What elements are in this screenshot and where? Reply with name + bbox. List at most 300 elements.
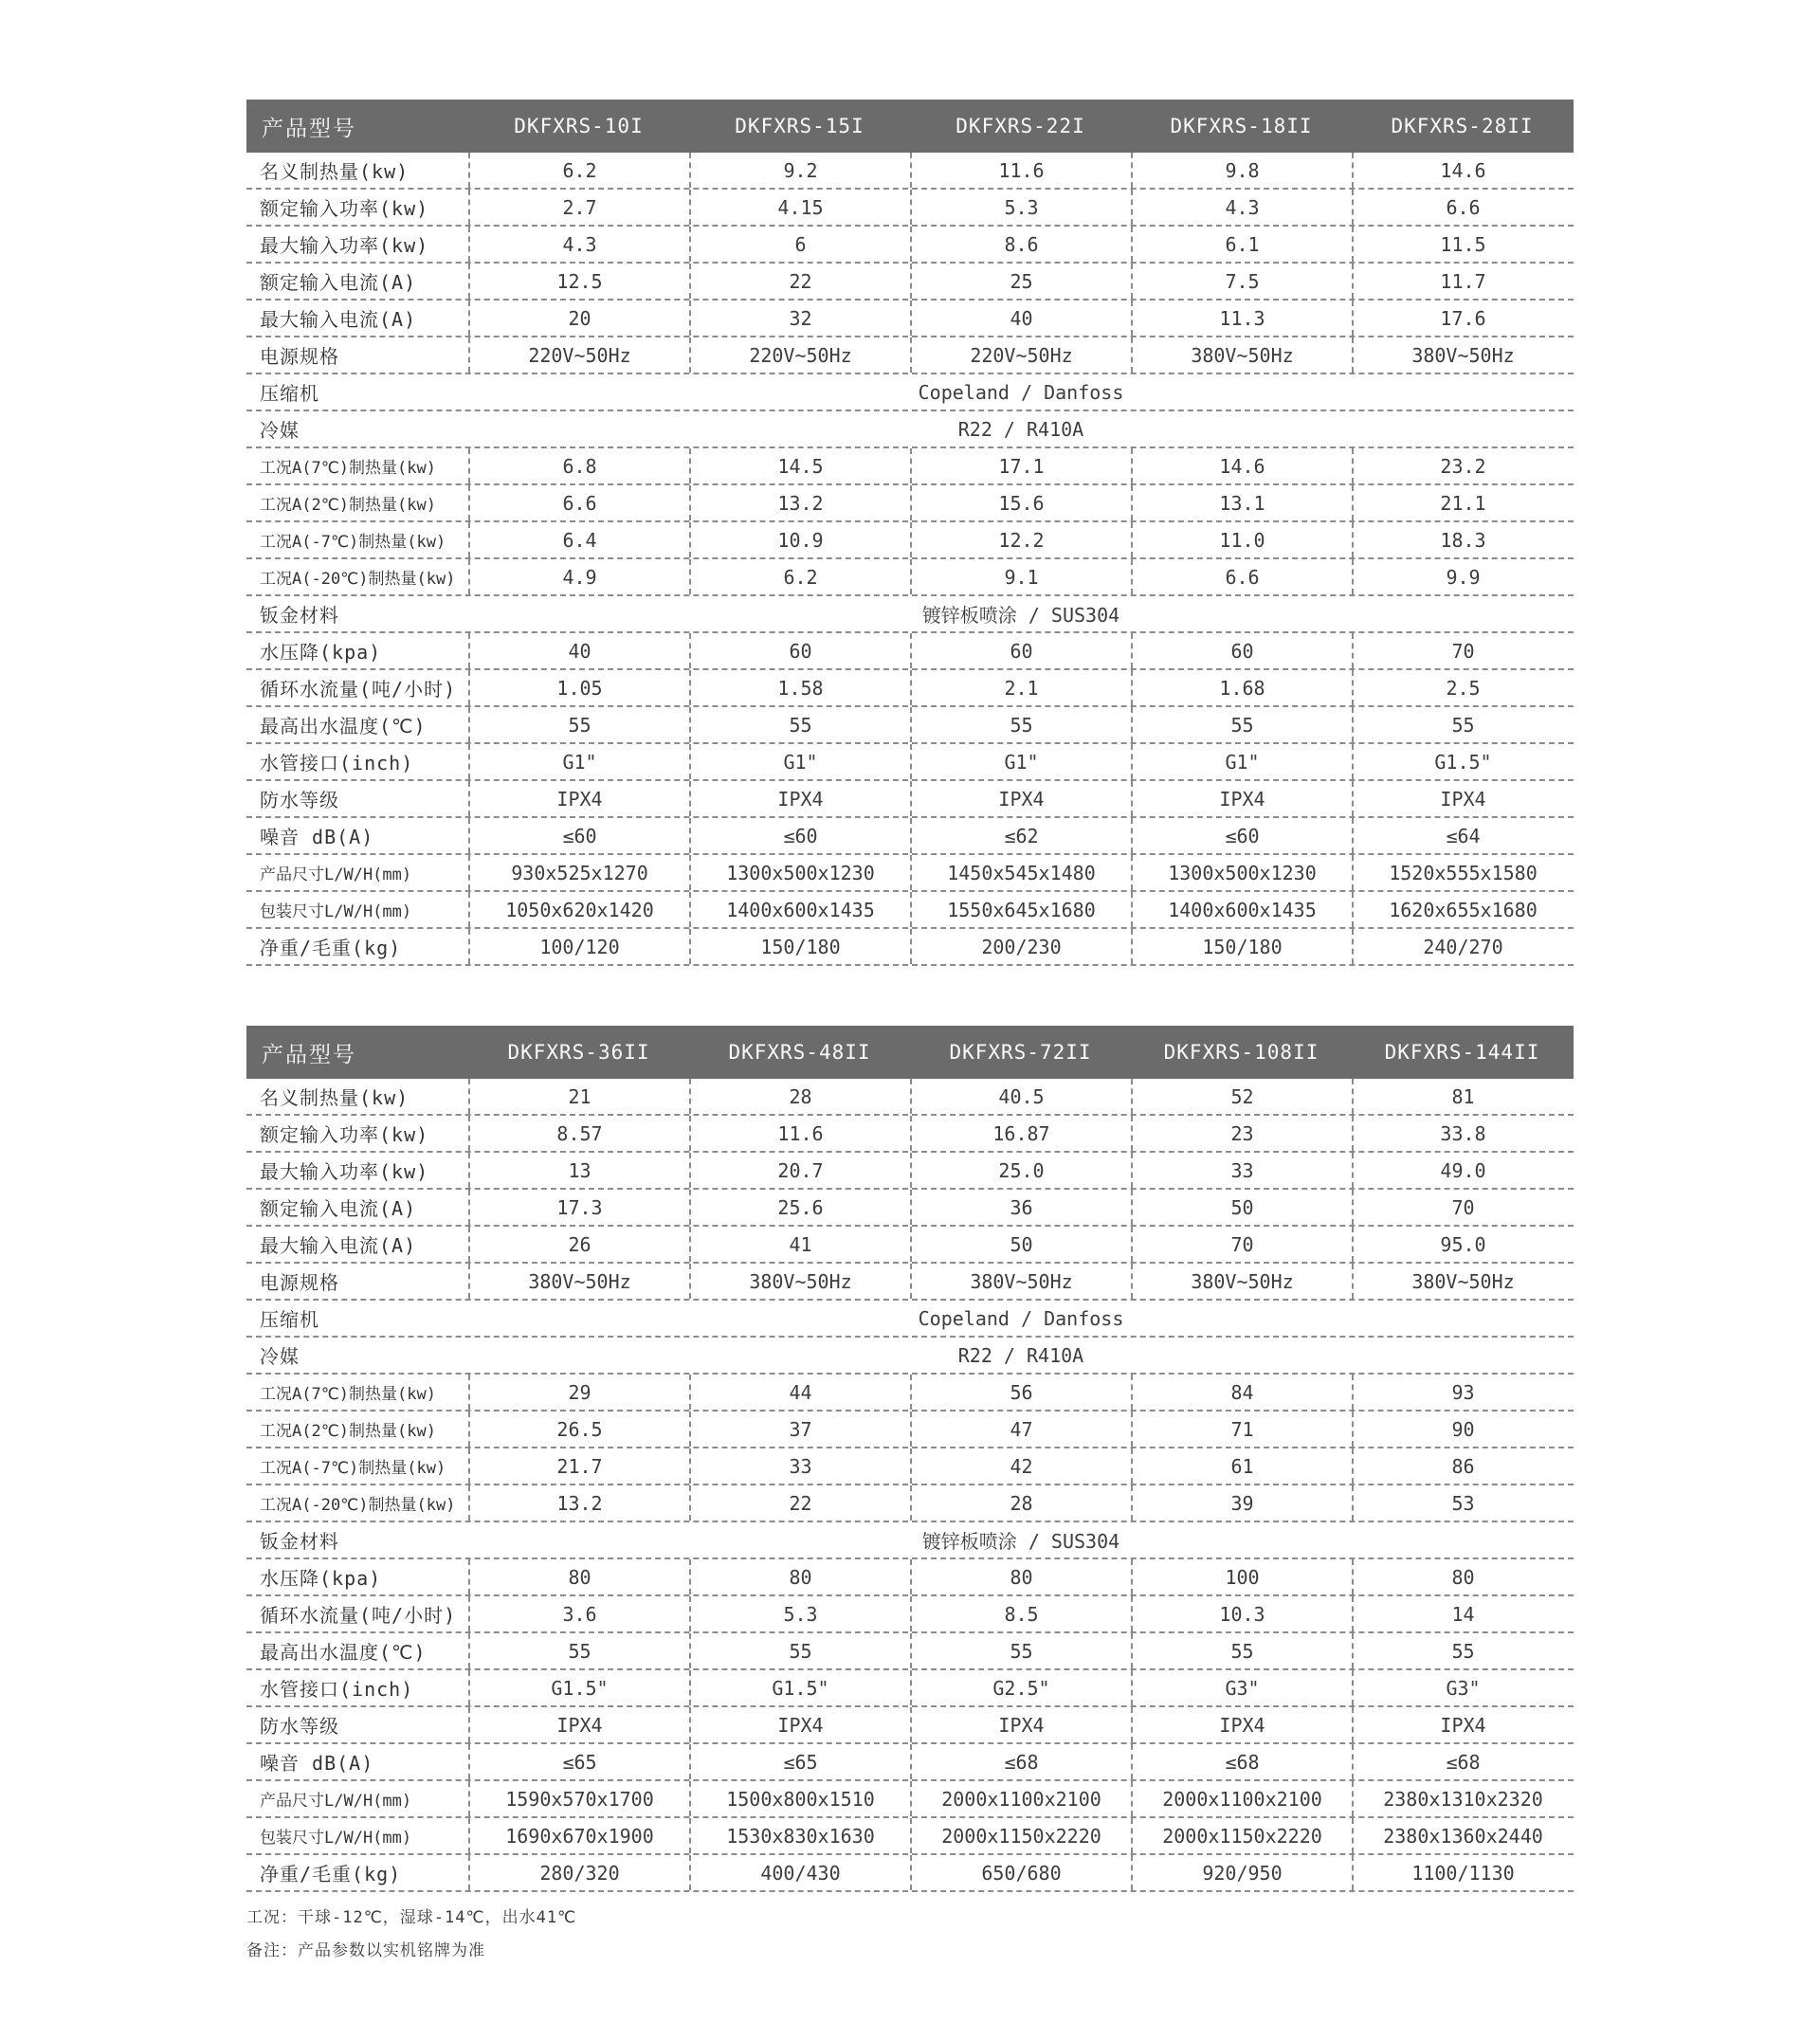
value-cell: G3" <box>1131 1670 1352 1705</box>
table-row <box>246 1485 1574 1522</box>
row-label: 冷媒 <box>260 1345 300 1368</box>
table-row <box>246 818 1574 855</box>
value-cell: IPX4 <box>1352 1707 1573 1742</box>
table-row <box>246 1522 1574 1559</box>
value-cell: 380V~50Hz <box>1131 1264 1352 1299</box>
span-value-cell: R22 / R410A <box>957 1343 1084 1367</box>
value-cell: 14.5 <box>689 448 910 483</box>
value-cell: 280/320 <box>468 1855 689 1890</box>
span-value-cell: 镀锌板喷涂 / SUS304 <box>921 1530 1120 1553</box>
value-cell: G1" <box>468 744 689 779</box>
model-header: DKFXRS-10I <box>514 115 644 137</box>
table-row <box>246 1670 1574 1707</box>
table-row <box>246 1633 1574 1670</box>
table-row <box>246 1855 1574 1892</box>
value-cell: IPX4 <box>468 1707 689 1742</box>
value-cell: 6.4 <box>468 522 689 557</box>
table-row <box>246 522 1574 559</box>
row-label: 压缩机 <box>260 1308 319 1331</box>
value-cell: IPX4 <box>689 1707 910 1742</box>
value-cell: 22 <box>689 264 910 299</box>
row-label: 工况A(-20℃)制热量(kw) <box>260 1496 456 1515</box>
table-row <box>246 1559 1574 1596</box>
value-cell: 6.6 <box>1352 190 1573 225</box>
table-row <box>246 1153 1574 1190</box>
table-row <box>246 781 1574 818</box>
row-label: 工况A(-20℃)制热量(kw) <box>260 570 456 589</box>
value-cell: 61 <box>1131 1448 1352 1484</box>
value-cell: 6.1 <box>1131 227 1352 262</box>
value-cell: 56 <box>910 1375 1131 1410</box>
value-cell: 1690x670x1900 <box>468 1818 689 1853</box>
value-cell: 86 <box>1352 1448 1573 1484</box>
value-cell: 12.5 <box>468 264 689 299</box>
table-row <box>246 1596 1574 1633</box>
value-cell: 100 <box>1131 1559 1352 1594</box>
row-label: 工况A(-7℃)制热量(kw) <box>260 533 446 552</box>
value-cell: 55 <box>468 1633 689 1668</box>
value-cell: 37 <box>689 1412 910 1447</box>
table-row <box>246 1338 1574 1375</box>
value-cell: 380V~50Hz <box>468 1264 689 1299</box>
value-cell: 17.6 <box>1352 301 1573 336</box>
table-row <box>246 301 1574 337</box>
model-header: DKFXRS-144II <box>1384 1041 1540 1064</box>
value-cell: 1550x645x1680 <box>910 892 1131 927</box>
value-cell: G1.5" <box>468 1670 689 1705</box>
row-label: 名义制热量(kw) <box>260 160 410 183</box>
value-cell: 9.1 <box>910 559 1131 594</box>
value-cell: 2000x1150x2220 <box>910 1818 1131 1853</box>
value-cell: 53 <box>1352 1485 1573 1521</box>
model-header: DKFXRS-15I <box>735 115 864 137</box>
value-cell: 55 <box>910 1633 1131 1668</box>
spec-table-1 <box>246 100 1574 966</box>
value-cell: 1300x500x1230 <box>689 855 910 890</box>
value-cell: IPX4 <box>1352 781 1573 816</box>
value-cell: 40 <box>910 301 1131 336</box>
value-cell: 11.0 <box>1131 522 1352 557</box>
row-label: 钣金材料 <box>260 1530 339 1553</box>
value-cell: 13 <box>468 1153 689 1188</box>
value-cell: 95.0 <box>1352 1227 1573 1262</box>
value-cell: 33 <box>689 1448 910 1484</box>
value-cell: 6.2 <box>468 153 689 188</box>
value-cell: 11.7 <box>1352 264 1573 299</box>
row-label: 防水等级 <box>260 789 339 811</box>
row-label: 名义制热量(kw) <box>260 1086 410 1109</box>
row-label: 额定输入电流(A) <box>260 1197 417 1220</box>
table-row <box>246 153 1574 190</box>
value-cell: 41 <box>689 1227 910 1262</box>
footer-notes <box>246 1902 1574 1968</box>
table-row <box>246 1079 1574 1116</box>
row-label: 净重/毛重(kg) <box>260 1863 402 1885</box>
row-label: 电源规格 <box>260 345 339 368</box>
value-cell: 10.3 <box>1131 1596 1352 1631</box>
table-row <box>246 1190 1574 1227</box>
value-cell: 10.9 <box>689 522 910 557</box>
value-cell: 20 <box>468 301 689 336</box>
value-cell: 84 <box>1131 1375 1352 1410</box>
row-label: 循环水流量(吨/小时) <box>260 678 457 701</box>
value-cell: 14.6 <box>1352 153 1573 188</box>
value-cell: 1400x600x1435 <box>689 892 910 927</box>
value-cell: 1590x570x1700 <box>468 1781 689 1816</box>
row-label: 冷媒 <box>260 419 300 442</box>
value-cell: 13.2 <box>468 1485 689 1521</box>
value-cell: 7.5 <box>1131 264 1352 299</box>
value-cell: 8.5 <box>910 1596 1131 1631</box>
value-cell: ≤65 <box>689 1744 910 1779</box>
value-cell: 1300x500x1230 <box>1131 855 1352 890</box>
value-cell: 2.5 <box>1352 670 1573 705</box>
value-cell: 32 <box>689 301 910 336</box>
row-label: 工况A(2℃)制热量(kw) <box>260 1422 436 1441</box>
table-row <box>246 855 1574 892</box>
span-value-cell: 镀锌板喷涂 / SUS304 <box>921 604 1120 627</box>
value-cell: G1.5" <box>689 1670 910 1705</box>
value-cell: 39 <box>1131 1485 1352 1521</box>
span-value-cell: Copeland / Danfoss <box>918 380 1124 404</box>
table-row <box>246 227 1574 264</box>
row-label: 额定输入电流(A) <box>260 271 417 294</box>
value-cell: 13.1 <box>1131 485 1352 520</box>
value-cell: 930x525x1270 <box>468 855 689 890</box>
row-label: 钣金材料 <box>260 604 339 627</box>
value-cell: 93 <box>1352 1375 1573 1410</box>
value-cell: 1.58 <box>689 670 910 705</box>
row-label: 最大输入功率(kw) <box>260 234 429 257</box>
row-label: 包装尺寸L/W/H(mm) <box>260 902 412 921</box>
value-cell: 29 <box>468 1375 689 1410</box>
value-cell: 11.5 <box>1352 227 1573 262</box>
value-cell: ≤60 <box>1131 818 1352 853</box>
value-cell: 4.3 <box>468 227 689 262</box>
value-cell: 36 <box>910 1190 1131 1225</box>
value-cell: 8.6 <box>910 227 1131 262</box>
value-cell: 25.0 <box>910 1153 1131 1188</box>
value-cell: 2000x1100x2100 <box>910 1781 1131 1816</box>
table-row <box>246 1301 1574 1338</box>
value-cell: 14 <box>1352 1596 1573 1631</box>
row-label: 最高出水温度(℃) <box>260 1641 427 1664</box>
value-cell: 60 <box>910 633 1131 668</box>
value-cell: 380V~50Hz <box>689 1264 910 1299</box>
table-row <box>246 411 1574 448</box>
table-row <box>246 1116 1574 1153</box>
value-cell: 2000x1100x2100 <box>1131 1781 1352 1816</box>
value-cell: 16.87 <box>910 1116 1131 1151</box>
row-label: 工况A(-7℃)制热量(kw) <box>260 1459 446 1478</box>
value-cell: 28 <box>689 1079 910 1114</box>
value-cell: 14.6 <box>1131 448 1352 483</box>
model-header: DKFXRS-48II <box>728 1041 871 1064</box>
value-cell: 1050x620x1420 <box>468 892 689 927</box>
value-cell: 9.8 <box>1131 153 1352 188</box>
value-cell: 380V~50Hz <box>910 1264 1131 1299</box>
model-header: DKFXRS-22I <box>956 115 1085 137</box>
value-cell: 52 <box>1131 1079 1352 1114</box>
value-cell: 21 <box>468 1079 689 1114</box>
value-cell: 25 <box>910 264 1131 299</box>
value-cell: 2000x1150x2220 <box>1131 1818 1352 1853</box>
value-cell: 81 <box>1352 1079 1573 1114</box>
value-cell: 40.5 <box>910 1079 1131 1114</box>
table-row <box>246 633 1574 670</box>
table-row <box>246 337 1574 374</box>
value-cell: 11.6 <box>689 1116 910 1151</box>
value-cell: 70 <box>1131 1227 1352 1262</box>
row-label: 防水等级 <box>260 1715 339 1738</box>
value-cell: IPX4 <box>1131 1707 1352 1742</box>
value-cell: 2380x1310x2320 <box>1352 1781 1573 1816</box>
note-line: 备注：产品参数以实机铭牌为准 <box>246 1941 485 1960</box>
value-cell: 50 <box>910 1227 1131 1262</box>
row-label: 工况A(7℃)制热量(kw) <box>260 459 436 478</box>
value-cell: 5.3 <box>910 190 1131 225</box>
row-label: 水压降(kpa) <box>260 1567 382 1590</box>
value-cell: 3.6 <box>468 1596 689 1631</box>
value-cell: 8.57 <box>468 1116 689 1151</box>
value-cell: 17.1 <box>910 448 1131 483</box>
value-cell: 1.68 <box>1131 670 1352 705</box>
value-cell: 70 <box>1352 633 1573 668</box>
value-cell: 21.1 <box>1352 485 1573 520</box>
value-cell: 80 <box>1352 1559 1573 1594</box>
value-cell: 20.7 <box>689 1153 910 1188</box>
value-cell: 80 <box>910 1559 1131 1594</box>
model-header: DKFXRS-36II <box>507 1041 650 1064</box>
value-cell: 1.05 <box>468 670 689 705</box>
value-cell: 12.2 <box>910 522 1131 557</box>
row-label: 噪音 dB(A) <box>260 826 374 848</box>
value-cell: 80 <box>689 1559 910 1594</box>
value-cell: ≤68 <box>910 1744 1131 1779</box>
table-row <box>246 1412 1574 1448</box>
value-cell: 55 <box>689 1633 910 1668</box>
table-row <box>246 485 1574 522</box>
value-cell: 6.8 <box>468 448 689 483</box>
value-cell: 150/180 <box>1131 929 1352 964</box>
value-cell: 4.9 <box>468 559 689 594</box>
table-row <box>246 1264 1574 1301</box>
value-cell: 13.2 <box>689 485 910 520</box>
value-cell: IPX4 <box>910 1707 1131 1742</box>
span-value-cell: R22 / R410A <box>957 417 1084 441</box>
row-label: 包装尺寸L/W/H(mm) <box>260 1829 412 1848</box>
model-header: DKFXRS-72II <box>949 1041 1092 1064</box>
value-cell: ≤68 <box>1131 1744 1352 1779</box>
value-cell: ≤62 <box>910 818 1131 853</box>
value-cell: 50 <box>1131 1190 1352 1225</box>
value-cell: 55 <box>1131 1633 1352 1668</box>
value-cell: 71 <box>1131 1412 1352 1447</box>
value-cell: 1400x600x1435 <box>1131 892 1352 927</box>
row-label: 最大输入电流(A) <box>260 308 417 331</box>
row-label: 压缩机 <box>260 382 319 405</box>
value-cell: 1450x545x1480 <box>910 855 1131 890</box>
row-label: 水管接口(inch) <box>260 1678 414 1701</box>
value-cell: IPX4 <box>468 781 689 816</box>
table-header-row <box>246 100 1574 153</box>
table-row <box>246 264 1574 301</box>
row-label: 最大输入电流(A) <box>260 1234 417 1257</box>
table-row <box>246 929 1574 966</box>
value-cell: G1.5" <box>1352 744 1573 779</box>
value-cell: G3" <box>1352 1670 1573 1705</box>
value-cell: 55 <box>910 707 1131 742</box>
value-cell: 100/120 <box>468 929 689 964</box>
table-row <box>246 596 1574 633</box>
spec-sheet <box>246 100 1574 1968</box>
row-label: 产品尺寸L/W/H(mm) <box>260 1792 412 1811</box>
value-cell: 60 <box>689 633 910 668</box>
value-cell: 380V~50Hz <box>1131 337 1352 373</box>
table-row <box>246 744 1574 781</box>
value-cell: 23 <box>1131 1116 1352 1151</box>
value-cell: 44 <box>689 1375 910 1410</box>
value-cell: 650/680 <box>910 1855 1131 1890</box>
value-cell: IPX4 <box>1131 781 1352 816</box>
row-label: 额定输入功率(kw) <box>260 1123 429 1146</box>
table-row <box>246 1707 1574 1744</box>
value-cell: 25.6 <box>689 1190 910 1225</box>
row-label: 工况A(2℃)制热量(kw) <box>260 496 436 515</box>
value-cell: 380V~50Hz <box>1352 337 1573 373</box>
value-cell: 920/950 <box>1131 1855 1352 1890</box>
value-cell: 400/430 <box>689 1855 910 1890</box>
value-cell: 55 <box>1352 707 1573 742</box>
row-label: 额定输入功率(kw) <box>260 197 429 220</box>
value-cell: 22 <box>689 1485 910 1521</box>
row-label: 噪音 dB(A) <box>260 1752 374 1775</box>
value-cell: 1520x555x1580 <box>1352 855 1573 890</box>
value-cell: 33.8 <box>1352 1116 1573 1151</box>
value-cell: ≤64 <box>1352 818 1573 853</box>
value-cell: 23.2 <box>1352 448 1573 483</box>
value-cell: ≤68 <box>1352 1744 1573 1779</box>
value-cell: 70 <box>1352 1190 1573 1225</box>
note-line: 工况：干球-12℃，湿球-14℃，出水41℃ <box>246 1908 577 1927</box>
value-cell: 6.6 <box>1131 559 1352 594</box>
value-cell: 9.2 <box>689 153 910 188</box>
value-cell: 9.9 <box>1352 559 1573 594</box>
model-header: DKFXRS-28II <box>1391 115 1534 137</box>
value-cell: 220V~50Hz <box>910 337 1131 373</box>
spec-tables-container <box>246 100 1574 1892</box>
table-row <box>246 1781 1574 1818</box>
row-label: 最大输入功率(kw) <box>260 1160 429 1183</box>
table-row <box>246 1818 1574 1855</box>
value-cell: 21.7 <box>468 1448 689 1484</box>
value-cell: 42 <box>910 1448 1131 1484</box>
value-cell: 240/270 <box>1352 929 1573 964</box>
value-cell: 80 <box>468 1559 689 1594</box>
value-cell: 1100/1130 <box>1352 1855 1573 1890</box>
row-label: 产品尺寸L/W/H(mm) <box>260 865 412 884</box>
value-cell: 40 <box>468 633 689 668</box>
value-cell: 220V~50Hz <box>689 337 910 373</box>
value-cell: G1" <box>689 744 910 779</box>
row-label: 循环水流量(吨/小时) <box>260 1604 457 1627</box>
value-cell: 6.6 <box>468 485 689 520</box>
row-label: 最高出水温度(℃) <box>260 715 427 738</box>
value-cell: 28 <box>910 1485 1131 1521</box>
value-cell: 26.5 <box>468 1412 689 1447</box>
span-value-cell: Copeland / Danfoss <box>918 1306 1124 1330</box>
value-cell: 17.3 <box>468 1190 689 1225</box>
value-cell: 1500x800x1510 <box>689 1781 910 1816</box>
corner-label: 产品型号 <box>262 116 356 141</box>
row-label: 电源规格 <box>260 1271 339 1294</box>
table-row <box>246 1448 1574 1485</box>
row-label: 水管接口(inch) <box>260 752 414 774</box>
value-cell: 55 <box>689 707 910 742</box>
value-cell: 2.7 <box>468 190 689 225</box>
table-row <box>246 707 1574 744</box>
value-cell: 15.6 <box>910 485 1131 520</box>
value-cell: G2.5" <box>910 1670 1131 1705</box>
value-cell: 55 <box>468 707 689 742</box>
value-cell: 150/180 <box>689 929 910 964</box>
value-cell: 2.1 <box>910 670 1131 705</box>
value-cell: 6.2 <box>689 559 910 594</box>
value-cell: 380V~50Hz <box>1352 1264 1573 1299</box>
table-row <box>246 1227 1574 1264</box>
value-cell: IPX4 <box>689 781 910 816</box>
value-cell: ≤65 <box>468 1744 689 1779</box>
row-label: 净重/毛重(kg) <box>260 937 402 959</box>
value-cell: G1" <box>1131 744 1352 779</box>
value-cell: 90 <box>1352 1412 1573 1447</box>
table-row <box>246 190 1574 227</box>
value-cell: G1" <box>910 744 1131 779</box>
table-row <box>246 1375 1574 1412</box>
value-cell: 4.3 <box>1131 190 1352 225</box>
value-cell: ≤60 <box>468 818 689 853</box>
value-cell: 18.3 <box>1352 522 1573 557</box>
value-cell: 11.3 <box>1131 301 1352 336</box>
value-cell: 1620x655x1680 <box>1352 892 1573 927</box>
corner-label: 产品型号 <box>262 1042 356 1067</box>
model-header: DKFXRS-108II <box>1163 1041 1320 1064</box>
table-row <box>246 892 1574 929</box>
value-cell: ≤60 <box>689 818 910 853</box>
value-cell: 49.0 <box>1352 1153 1573 1188</box>
table-row <box>246 448 1574 485</box>
value-cell: 11.6 <box>910 153 1131 188</box>
value-cell: 55 <box>1131 707 1352 742</box>
value-cell: 26 <box>468 1227 689 1262</box>
table-row <box>246 1744 1574 1781</box>
value-cell: 55 <box>1352 1633 1573 1668</box>
value-cell: IPX4 <box>910 781 1131 816</box>
row-label: 工况A(7℃)制热量(kw) <box>260 1385 436 1404</box>
table-row <box>246 559 1574 596</box>
value-cell: 2380x1360x2440 <box>1352 1818 1573 1853</box>
value-cell: 33 <box>1131 1153 1352 1188</box>
value-cell: 47 <box>910 1412 1131 1447</box>
spec-table-2 <box>246 1026 1574 1892</box>
value-cell: 4.15 <box>689 190 910 225</box>
model-header: DKFXRS-18II <box>1170 115 1313 137</box>
table-row <box>246 670 1574 707</box>
value-cell: 220V~50Hz <box>468 337 689 373</box>
table-header-row <box>246 1026 1574 1079</box>
value-cell: 60 <box>1131 633 1352 668</box>
table-row <box>246 374 1574 411</box>
